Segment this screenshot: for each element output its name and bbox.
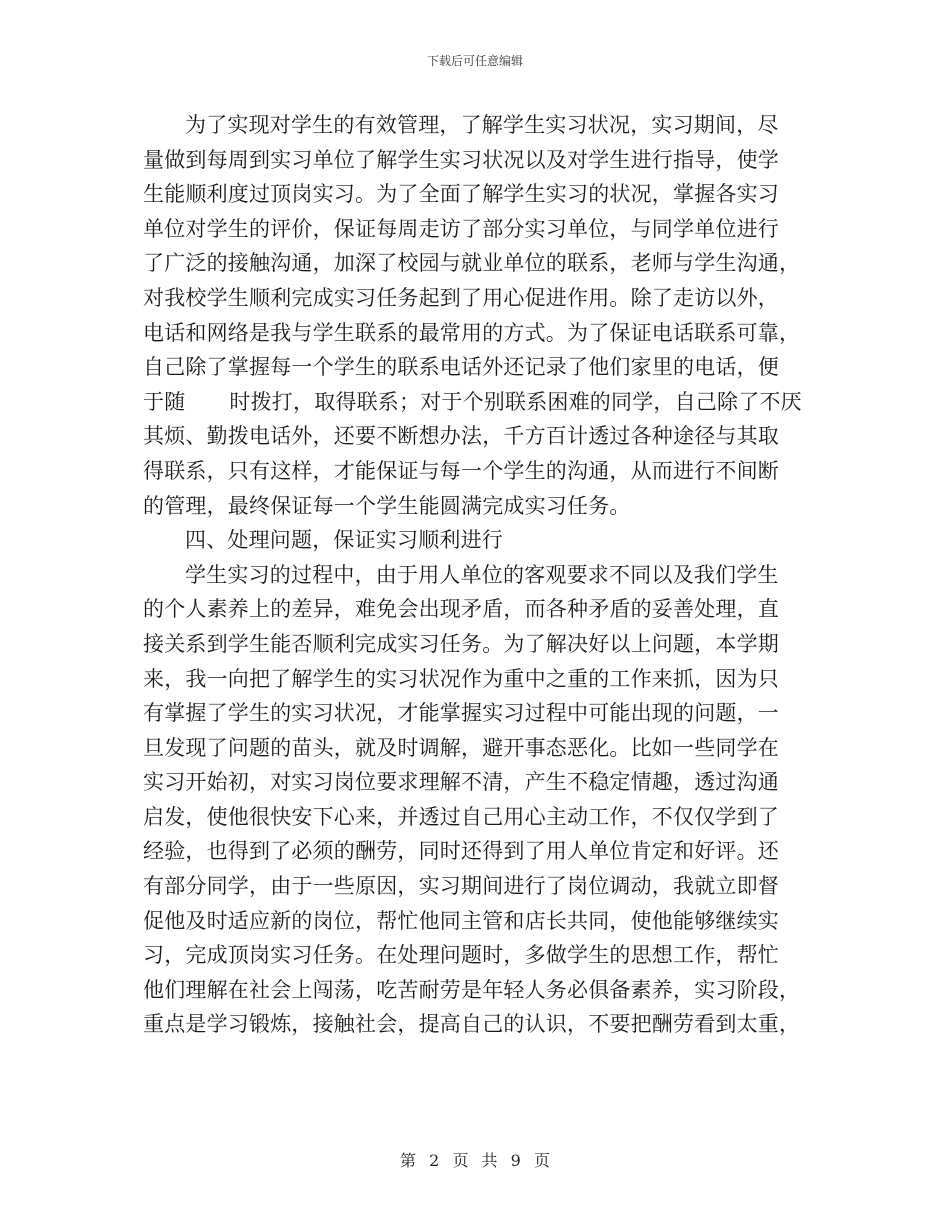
body-text	[143, 108, 805, 1042]
text-line: 对我校学生顺利完成实习任务起到了用心促进作用。除了走访以外，	[143, 285, 779, 310]
footer-di: 第	[400, 1151, 417, 1170]
text-line: 重点是学习锻炼，接触社会，提高自己的认识，不要把酬劳看到太重，	[143, 1012, 801, 1037]
text-line: 的个人素养上的差异，难免会出现矛盾，而各种矛盾的妥善处理，直	[143, 597, 779, 622]
section-heading: 四、处理问题，保证实习顺利进行	[185, 528, 503, 553]
text-line: 来，我一向把了解学生的实习状况作为重中之重的工作来抓，因为只	[143, 666, 779, 691]
text-line: 量做到每周到实习单位了解学生实习状况以及对学生进行指导，使学	[143, 147, 779, 172]
footer-gong: 共	[481, 1151, 498, 1170]
footer-ye: 页	[452, 1151, 469, 1170]
text-line: 自己除了掌握每一个学生的联系电话外还记录了他们家里的电话，便	[143, 355, 779, 380]
text-line: 习，完成顶岗实习任务。在处理问题时，多做学生的思想工作，帮忙	[143, 943, 779, 968]
text-line: 有部分同学，由于一些原因，实习期间进行了岗位调动，我就立即督	[143, 874, 779, 899]
footer-ye2: 页	[533, 1151, 550, 1170]
page-footer	[0, 1148, 950, 1171]
footer-page-number: 2	[429, 1151, 440, 1170]
text-line: 实习开始初，对实习岗位要求理解不清，产生不稳定情趣，透过沟通	[143, 770, 779, 795]
text-line: 单位对学生的评价，保证每周走访了部分实习单位，与同学单位进行	[143, 216, 779, 241]
text-line: 的管理，最终保证每一个学生能圆满完成实习任务。	[143, 493, 631, 518]
text-line: 启发，使他很快安下心来，并透过自己用心主动工作，不仅仅学到了	[143, 804, 779, 829]
text-line: 促他及时适应新的岗位，帮忙他同主管和店长共同，使他能够继续实	[143, 908, 779, 933]
text-line: 有掌握了学生的实习状况，才能掌握实习过程中可能出现的问题，一	[143, 701, 779, 726]
text-line: 为了实现对学生的有效管理，了解学生实习状况，实习期间，尽	[185, 113, 779, 137]
header-note: 下载后可任意编辑	[426, 54, 523, 68]
footer-total-pages: 9	[510, 1151, 521, 1170]
text-fragment: 于随	[143, 389, 186, 414]
text-line: 接关系到学生能否顺利完成实习任务。为了解决好以上问题，本学期	[143, 631, 779, 656]
text-fragment: 时拨打，取得联系；对于个别联系困难的同学，自己除了不厌	[229, 389, 802, 414]
text-line	[143, 385, 805, 420]
text-line: 经验，也得到了必须的酬劳，同时还得到了用人单位肯定和好评。还	[143, 839, 779, 864]
text-line: 电话和网络是我与学生联系的最常用的方式。为了保证电话联系可靠，	[143, 320, 801, 345]
text-line: 他们理解在社会上闯荡，吃苦耐劳是年轻人务必俱备素养，实习阶段，	[143, 977, 801, 1002]
text-line: 学生实习的过程中，由于用人单位的客观要求不同以及我们学生	[185, 562, 779, 587]
text-line: 旦发现了问题的苗头，就及时调解，避开事态恶化。比如一些同学在	[143, 735, 779, 760]
text-line: 了广泛的接触沟通，加深了校园与就业单位的联系，老师与学生沟通，	[143, 251, 801, 276]
text-line: 得联系，只有这样，才能保证与每一个学生的沟通，从而进行不间断	[143, 458, 779, 483]
text-line: 其烦、勤拨电话外，还要不断想办法，千方百计透过各种途径与其取	[143, 424, 779, 449]
text-line: 生能顺利度过顶岗实习。为了全面了解学生实习的状况，掌握各实习	[143, 182, 779, 207]
